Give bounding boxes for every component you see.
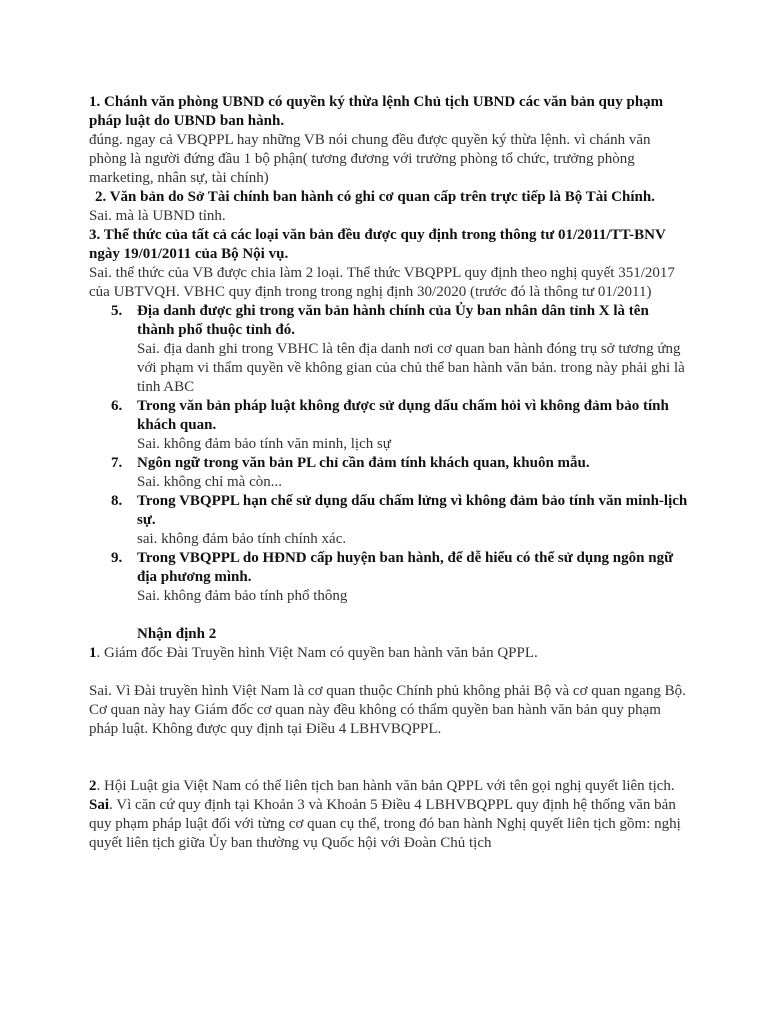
- spacer: [89, 739, 689, 777]
- section-2-statement-1-answer: Sai. Vì Đài truyền hình Việt Nam là cơ quan thuộc Chính phủ không phải Bộ và cơ quan ngang Bộ. Cơ quan này hay Giám đốc cơ quan này đều không có thẩm quyền ban hành văn bản quy phạm pháp luật. Không được quy định tại Điều 4 LBHVBQPPL.: [89, 683, 686, 737]
- section-2-statement-2-answer: [89, 796, 689, 853]
- section-2-statement-2-question: [89, 777, 689, 796]
- statement-3-answer: Sai. thể thức của VB được chia làm 2 loại. Thể thức VBQPPL quy định theo nghị quyết 351/2017 của UBTVQH. VBHC quy định trong trong nghị định 30/2020 (trước đó là thông tư 01/2011): [89, 265, 675, 300]
- statement-2-answer: Sai. mà là UBND tỉnh.: [89, 208, 226, 224]
- list-item: [89, 492, 689, 549]
- statement-2-question: 2. Văn bản do Sở Tài chính ban hành có ghi cơ quan cấp trên trực tiếp là Bộ Tài Chính.: [95, 189, 655, 205]
- statement-1-question: 1. Chánh văn phòng UBND có quyền ký thừa lệnh Chủ tịch UBND các văn bản quy phạm pháp luật do UBND ban hành.: [89, 94, 664, 129]
- list-item-number: 6.: [111, 398, 123, 414]
- list-item-number: 8.: [111, 493, 123, 509]
- list-item-question: Trong văn bản pháp luật không được sử dụng dấu chấm hỏi vì không đảm bảo tính khách quan.: [137, 398, 669, 433]
- list-item: [89, 397, 689, 454]
- list-item-number: 5.: [111, 303, 123, 319]
- list-item-question: Trong VBQPPL do HĐND cấp huyện ban hành, để dễ hiểu có thể sử dụng ngôn ngữ địa phương mình.: [137, 550, 674, 585]
- document-content: [89, 93, 689, 853]
- section-2-statement-1-question: [89, 644, 689, 663]
- list-item: [89, 454, 689, 492]
- section-2-statement-1-number: 1: [89, 645, 97, 661]
- statement-1: [89, 93, 689, 188]
- list-item-answer: sai. không đảm bảo tính chính xác.: [137, 531, 347, 547]
- section-2-statement-2-verdict: Sai: [89, 797, 110, 813]
- list-item: [89, 302, 689, 397]
- spacer: [89, 663, 689, 682]
- list-item-answer: Sai. không đảm bảo tính phổ thông: [137, 588, 348, 604]
- list-item-question: Trong VBQPPL hạn chế sử dụng dấu chấm lửng vì không đảm bảo tính văn minh-lịch sự.: [137, 493, 688, 528]
- list-item-number: 9.: [111, 550, 123, 566]
- statement-2: [89, 188, 689, 226]
- list-item: [89, 549, 689, 606]
- section-2-statement-2-answer-text: . Vì căn cứ quy định tại Khoản 3 và Khoản 5 Điều 4 LBHVBQPPL quy định hệ thống văn bản quy phạm pháp luật đối với từng cơ quan cụ thể, trong đó ban hành Nghị quyết liên tịch gồm: nghị quyết liên tịch giữa Ủy ban thường vụ Quốc hội với Đoàn Chủ tịch: [89, 797, 681, 851]
- list-item-answer: Sai. không chỉ mà còn...: [137, 474, 282, 490]
- list-item-number: 7.: [111, 455, 123, 471]
- list-item-answer: Sai. địa danh ghi trong VBHC là tên địa danh nơi cơ quan ban hành đóng trụ sở tương ứng với phạm vi thẩm quyền về không gian của chủ thể ban hành văn bản. trong này phải ghi là tỉnh ABC: [137, 341, 685, 395]
- list-item-question: Địa danh được ghi trong văn bản hành chính của Ủy ban nhân dân tỉnh X là tên thành phố thuộc tỉnh đó.: [137, 303, 649, 338]
- numbered-statements-list: [89, 302, 689, 606]
- statement-3-question: 3. Thể thức của tất cả các loại văn bản đều được quy định trong thông tư 01/2011/TT-BNV ngày 19/01/2011 của Bộ Nội vụ.: [89, 227, 666, 262]
- statement-1-answer: đúng. ngay cả VBQPPL hay những VB nói chung đều được quyền ký thừa lệnh. vì chánh văn phòng là người đứng đầu 1 bộ phận( tương đương với trưởng phòng tổ chức, trưởng phòng marketing, nhân sự, tài chính): [89, 132, 651, 186]
- section-2-title: Nhận định 2: [137, 626, 217, 642]
- section-2-statement-1-text: . Giám đốc Đài Truyền hình Việt Nam có quyền ban hành văn bản QPPL.: [96, 645, 538, 661]
- list-item-answer: Sai. không đảm bảo tính văn minh, lịch sự: [137, 436, 391, 452]
- section-2-statement-2-text: . Hội Luật gia Việt Nam có thể liên tịch ban hành văn bản QPPL với tên gọi nghị quyết liên tịch.: [96, 778, 675, 794]
- list-item-question: Ngôn ngữ trong văn bản PL chỉ cần đảm tính khách quan, khuôn mẫu.: [137, 455, 590, 471]
- statement-3: [89, 226, 689, 302]
- section-2-statement-2-number: 2: [89, 778, 97, 794]
